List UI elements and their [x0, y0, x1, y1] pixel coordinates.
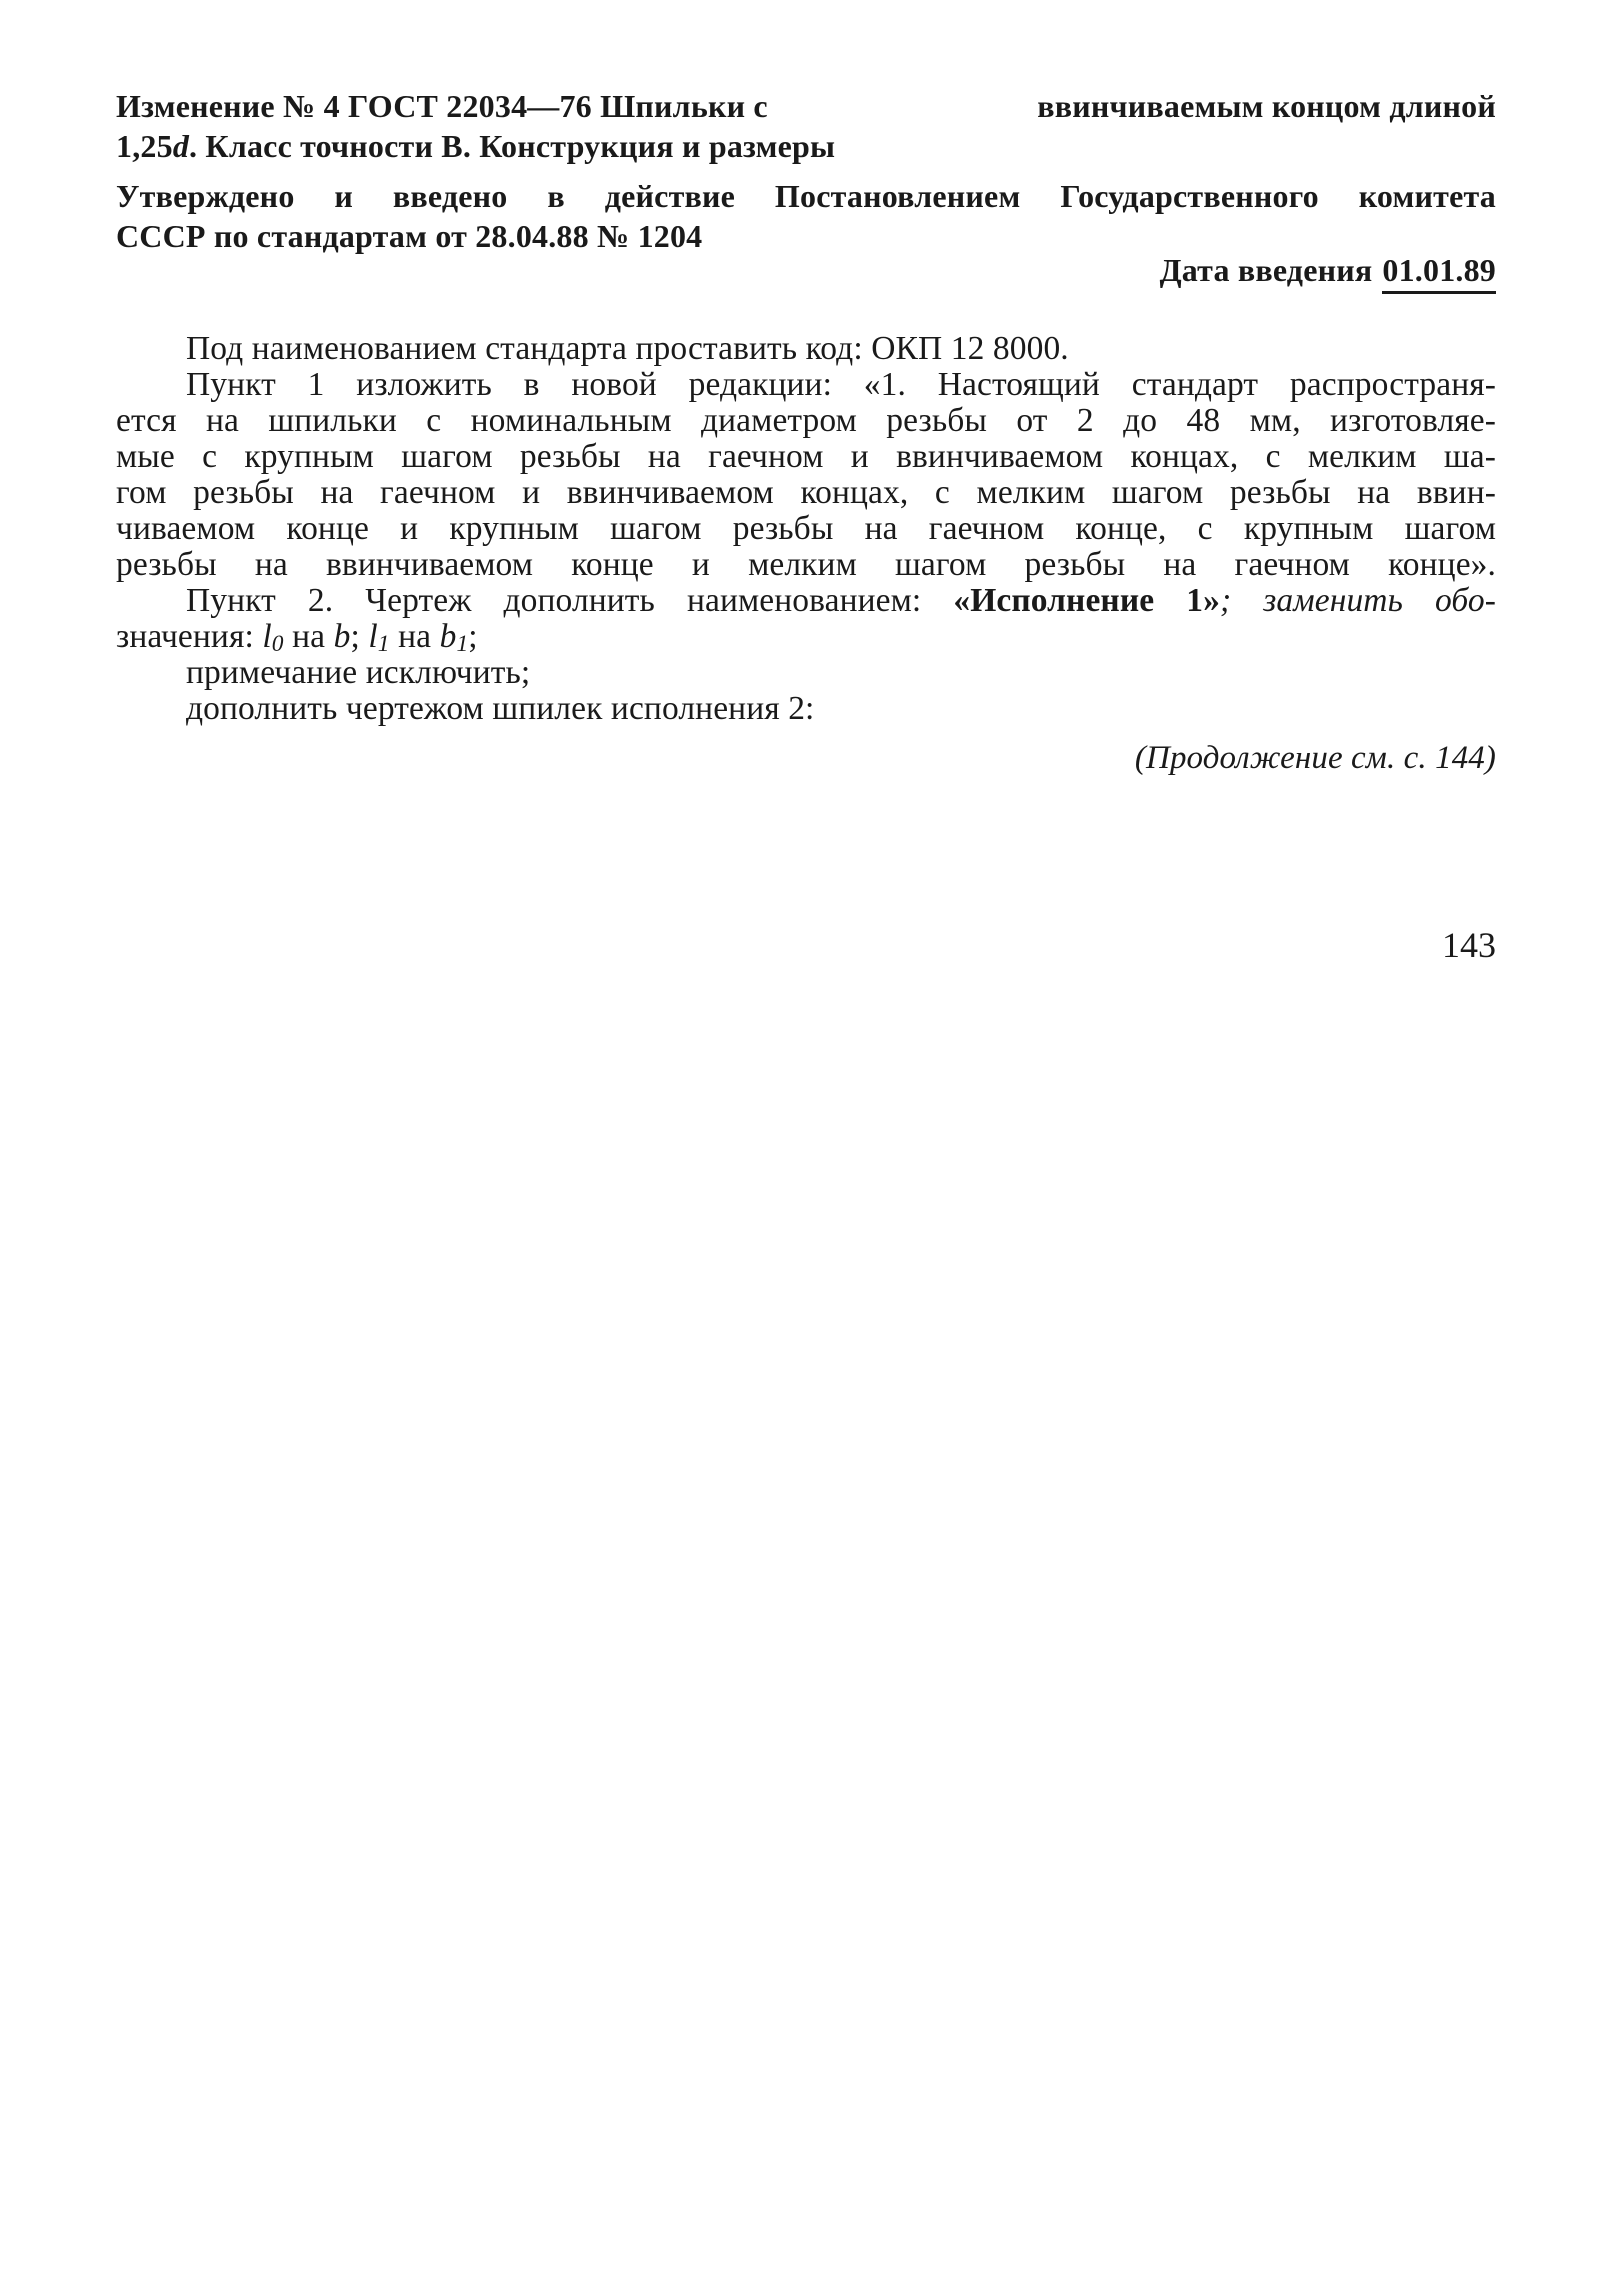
paragraph-2-line-1: Пункт 1 изложить в новой редакции: «1. Настоящий стандарт распространя- — [186, 366, 1496, 403]
paragraph-5: дополнить чертежом шпилек исполнения 2: — [186, 690, 815, 727]
paragraph-3-line-2 — [116, 618, 478, 656]
symbol-b1-letter: b — [439, 618, 457, 655]
separator: ; — [350, 618, 360, 655]
effective-date-label: Дата введения — [1159, 252, 1373, 288]
change-title-line-1 — [116, 88, 1496, 125]
change-title-line-2 — [116, 128, 835, 165]
change-title-number: 1,25 — [116, 128, 173, 164]
effective-date — [116, 252, 1496, 302]
designations-label: значения: — [116, 618, 254, 655]
effective-date-value: 01.01.89 — [1382, 252, 1496, 294]
change-title-rest: . Класс точности В. Конструкция и размеры — [189, 128, 836, 164]
paragraph-2-line-3: мые с крупным шагом резьбы на гаечном и ввинчиваемом концах, с мелким ша- — [116, 438, 1496, 475]
effective-date-line — [1160, 252, 1496, 294]
paragraph-3-bold-variant: «Исполнение 1» — [953, 582, 1220, 619]
document-body — [116, 330, 1496, 790]
paragraph-4: примечание исключить; — [186, 654, 531, 691]
symbol-b1 — [440, 618, 469, 655]
symbol-l1-sub: 1 — [377, 631, 390, 657]
symbol-l0-sub: 0 — [271, 631, 284, 657]
word-na-1: на — [292, 618, 326, 655]
line-end: ; — [468, 618, 478, 655]
approval-line-2: СССР по стандартам от 28.04.88 № 1204 — [116, 218, 703, 254]
symbol-b1-sub: 1 — [456, 631, 469, 657]
paragraph-3-line-1 — [186, 582, 1496, 620]
symbol-l1 — [368, 618, 389, 655]
paragraph-3-text-a: Пункт 2. Чертеж дополнить наименованием: — [186, 582, 922, 619]
paragraph-2-line-6: резьбы на ввинчиваемом конце и мелким шагом резьбы на гаечном конце». — [116, 546, 1496, 583]
paragraph-2-line-2: ется на шпильки с номинальным диаметром резьбы от 2 до 48 мм, изготовляе- — [116, 402, 1496, 439]
symbol-l0 — [262, 618, 283, 655]
symbol-l1-letter: l — [368, 618, 378, 655]
change-title-part-1: Изменение № 4 ГОСТ 22034—76 Шпильки с — [116, 88, 768, 124]
word-na-2: на — [398, 618, 432, 655]
continued-note: (Продолжение см. с. 144) — [1134, 740, 1496, 776]
change-title-d: d — [172, 128, 190, 164]
symbol-l0-letter: l — [262, 618, 272, 655]
change-title-part-2: ввинчиваемым концом длиной — [1037, 88, 1496, 124]
change-title — [116, 88, 1496, 168]
paragraph-2-line-5: чиваемом конце и крупным шагом резьбы на гаечном конце, с крупным шагом — [116, 510, 1496, 547]
page-number: 143 — [1442, 925, 1496, 965]
approval-line-1: Утверждено и введено в действие Постановлением Государственного комитета — [116, 178, 1496, 214]
paragraph-1: Под наименованием стандарта проставить код: ОКП 12 8000. — [186, 330, 1069, 367]
paragraph-2-line-4: гом резьбы на гаечном и ввинчиваемом концах, с мелким шагом резьбы на ввин- — [116, 474, 1496, 511]
approval-statement — [116, 178, 1496, 258]
paragraph-3-text-c: ; заменить обо- — [1219, 582, 1496, 619]
symbol-b: b — [333, 618, 351, 655]
